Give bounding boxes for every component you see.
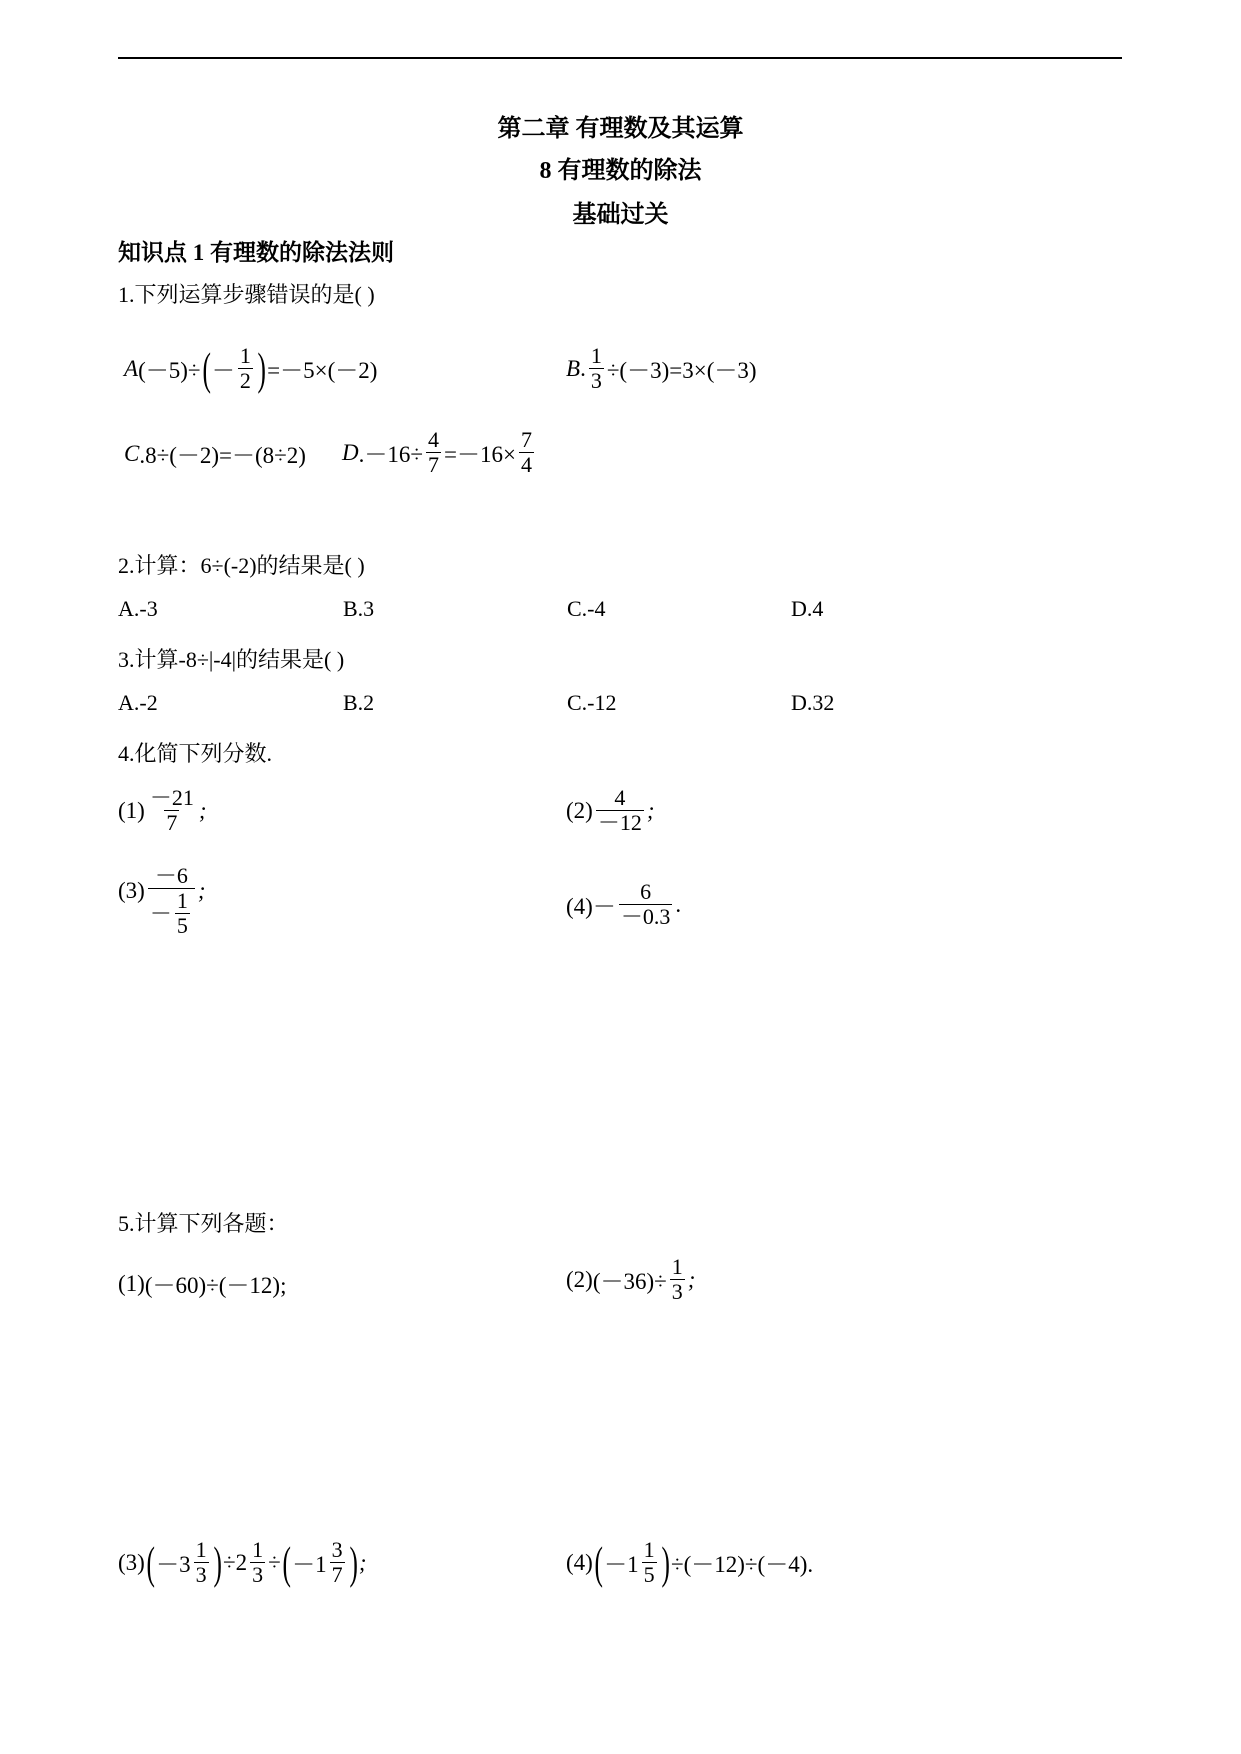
q3-option-d: D.32 [791, 690, 835, 715]
q5-part-1: (1) (－60)÷(－12); [118, 1270, 287, 1298]
q4-part-1: (1) $\frac{-21}{7}$ ; [118, 785, 207, 836]
q4-p1-fraction: $\frac{-21}{7}$ [149, 785, 194, 836]
q4-part-2: (2) $\frac{4}{-12}$ ; [566, 785, 655, 836]
q1-a-rhs: =－5×(－2) [267, 358, 378, 384]
q1-stem: 1.下列运算步骤错误的是( ) [118, 282, 375, 307]
q1-a-fraction: $\frac{1}{2}$ [239, 343, 251, 394]
q1-d-lhs: .－16÷ [358, 442, 423, 468]
q1-d-mid: =－16× [444, 442, 516, 468]
q1-d-fraction-1: $\frac{4}{7}$ [428, 427, 439, 478]
q2-stem: 2.计算：6÷(-2)的结果是( ) [118, 553, 365, 578]
q3-option-b: B.2 [343, 690, 375, 715]
q4-p4-fraction: $\frac{6}{-0.3}$ [620, 879, 671, 930]
subsection-title: 基础过关 [572, 202, 669, 228]
q4-p3-complex-fraction: －6 － $\frac{1}{5}$ [148, 864, 195, 939]
q1-b-fraction: $\frac{1}{3}$ [590, 343, 602, 394]
header-rule [118, 57, 1122, 59]
q5-stem: 5.计算下列各题： [118, 1211, 289, 1236]
q1-b-rhs: ÷(－3)=3×(－3) [606, 358, 757, 384]
q5-p4-fraction-1: $\frac{1}{5}$ [643, 1537, 655, 1588]
q5-p3-fraction-3: $\frac{3}{7}$ [331, 1537, 343, 1588]
q2-option-c: C.-4 [567, 596, 606, 621]
knowledge-point-heading: 知识点 1 有理数的除法法则 [118, 240, 394, 265]
q1-a-lhs: (－5)÷ [138, 358, 201, 384]
q1-option-b: B . $\frac{1}{3}$ ÷(－3)=3×(－3) [566, 343, 757, 394]
q1-c-expr: .8÷(－2)=－(8÷2) [139, 443, 306, 468]
q1-option-a: A (－5)÷ ( － $\frac{1}{2}$ ) =－5×(－2) [124, 342, 378, 394]
q1-c-letter: C [124, 440, 140, 466]
q1-a-letter: A [124, 355, 139, 381]
q1-d-letter: D [342, 439, 359, 465]
q5-p3-fraction-1: $\frac{1}{3}$ [195, 1537, 207, 1588]
q5-p2-fraction: $\frac{1}{3}$ [671, 1254, 683, 1305]
q5-part-2: (2) (－36)÷ $\frac{1}{3}$ ; [566, 1254, 696, 1305]
q2-option-b: B.3 [343, 596, 375, 621]
q5-part-3: (3) ( －3 $\frac{1}{3}$ ) ÷2 $\frac{1}{3}$ ÷ ( －1 $\frac{3}{7}$ ) ; [118, 1536, 367, 1588]
q1-a-inner-sign: － [211, 358, 235, 384]
chapter-title: 第二章 有理数及其运算 [497, 116, 744, 142]
q1-d-fraction-2: $\frac{7}{4}$ [520, 427, 532, 478]
q2-option-a: A.-3 [118, 596, 158, 621]
q5-p3-fraction-2: $\frac{1}{3}$ [252, 1537, 264, 1588]
q3-stem: 3.计算-8÷|-4|的结果是( ) [118, 647, 345, 672]
q4-p3-inner-fraction: $\frac{1}{5}$ [176, 888, 188, 939]
q3-option-a: A.-2 [118, 690, 158, 715]
q4-part-4: (4)－ $\frac{6}{-0.3}$ . [566, 879, 682, 930]
q5-part-4: (4) ( －1 $\frac{1}{5}$ ) ÷(－12)÷(－4). [566, 1536, 814, 1588]
q1-option-d [342, 428, 537, 477]
q3-option-c: C.-12 [567, 690, 617, 715]
q4-stem: 4.化简下列分数. [118, 741, 273, 766]
q1-b-letter: B [566, 355, 581, 381]
q2-option-d: D.4 [791, 596, 824, 621]
section-title: 8 有理数的除法 [539, 158, 702, 184]
q1-option-c [124, 437, 306, 470]
q4-part-3: (3) －6 － $\frac{1}{5}$ ; [118, 863, 206, 939]
q4-p2-fraction: $\frac{4}{-12}$ [597, 785, 642, 836]
